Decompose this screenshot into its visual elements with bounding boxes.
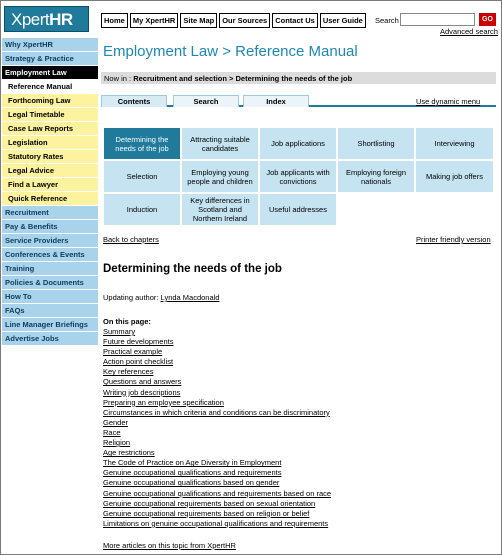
section-link[interactable]: Age restrictions — [103, 448, 155, 458]
sidebar-item-why-xperthr[interactable]: Why XpertHR — [2, 38, 98, 52]
top-navigation — [101, 13, 366, 28]
sidebar-item-recruitment[interactable]: Recruitment — [2, 206, 98, 220]
sidebar-subitem-reference-manual[interactable]: Reference Manual — [2, 80, 98, 94]
section-link[interactable]: Gender — [103, 417, 129, 427]
chapter-grid — [103, 127, 494, 226]
sidebar-item-pay-benefits[interactable]: Pay & Benefits — [2, 220, 98, 234]
chapter-cell[interactable]: Shortlisting — [337, 127, 415, 160]
logo-text-right: HR — [49, 10, 73, 29]
nav-home-button[interactable]: Home — [101, 13, 128, 28]
sidebar-subitem-case-law-reports[interactable]: Case Law Reports — [2, 122, 98, 136]
on-this-page-heading: On this page: — [103, 317, 151, 326]
section-link[interactable]: Summary — [103, 327, 136, 336]
section-link[interactable]: Genuine occupational qualifications and requirements — [103, 468, 282, 478]
sidebar-subitem-legislation[interactable]: Legislation — [2, 136, 98, 150]
sidebar-subitem-forthcoming-law[interactable]: Forthcoming Law — [2, 94, 98, 108]
nav-my-xperthr-button[interactable]: My XpertHR — [130, 13, 179, 28]
sidebar-item-training[interactable]: Training — [2, 262, 98, 276]
nav-site-map-button[interactable]: Site Map — [180, 13, 217, 28]
section-link[interactable]: Genuine occupational qualifications based on gender — [103, 478, 280, 488]
section-link[interactable]: Genuine occupational requirements based on sexual orientation — [103, 498, 316, 508]
chapter-cell[interactable]: Determining the needs of the job — [103, 127, 181, 160]
dynamic-menu-link[interactable]: Use dynamic menu — [416, 97, 481, 106]
more-articles-link[interactable]: More articles on this topic from XpertHR — [103, 541, 236, 550]
search-input[interactable] — [400, 13, 475, 26]
back-to-chapters-link[interactable]: Back to chapters — [103, 235, 159, 244]
tab-contents[interactable]: Contents — [101, 95, 167, 107]
page-title: Employment Law > Reference Manual — [103, 43, 358, 60]
chapter-cell[interactable]: Interviewing — [415, 127, 494, 160]
breadcrumb-prefix: Now in : — [104, 74, 134, 83]
nav-user-guide-button[interactable]: User Guide — [320, 13, 366, 28]
author-line — [103, 293, 219, 302]
sidebar-subitem-statutory-rates[interactable]: Statutory Rates — [2, 150, 98, 164]
section-link[interactable]: Future developments — [103, 337, 174, 347]
chapter-cell[interactable]: Key differences in Scotland and Northern Ireland — [181, 193, 259, 226]
chapter-cell[interactable]: Attracting suitable candidates — [181, 127, 259, 160]
section-link[interactable]: Genuine occupational requirements based on religion or belief — [103, 508, 310, 518]
on-this-page-links — [103, 327, 331, 529]
printer-friendly-link[interactable]: Printer friendly version — [416, 235, 491, 244]
section-link[interactable]: Race — [103, 427, 121, 437]
xperthr-logo[interactable] — [4, 6, 89, 32]
nav-our-sources-button[interactable]: Our Sources — [219, 13, 270, 28]
section-link[interactable]: The Code of Practice on Age Diversity in Employment — [103, 458, 282, 468]
sidebar-subitem-legal-advice[interactable]: Legal Advice — [2, 164, 98, 178]
sidebar-item-policies-documents[interactable]: Policies & Documents — [2, 276, 98, 290]
sidebar-item-service-providers[interactable]: Service Providers — [2, 234, 98, 248]
tab-search[interactable]: Search — [173, 95, 239, 107]
sidebar-item-line-manager-briefings[interactable]: Line Manager Briefings — [2, 318, 98, 332]
article-heading: Determining the needs of the job — [103, 263, 282, 275]
sidebar-subitem-legal-timetable[interactable]: Legal Timetable — [2, 108, 98, 122]
sidebar-item-faqs[interactable]: FAQs — [2, 304, 98, 318]
chapter-cell[interactable]: Useful addresses — [259, 193, 337, 226]
sidebar-item-conferences-events[interactable]: Conferences & Events — [2, 248, 98, 262]
section-link[interactable]: Preparing an employee specification — [103, 397, 224, 407]
section-link[interactable]: Action point checklist — [103, 357, 174, 367]
sidebar-item-employment-law[interactable]: Employment Law — [2, 66, 98, 80]
search-label: Search — [375, 16, 399, 25]
breadcrumb-path: Recruitment and selection > Determining the needs of the job — [133, 74, 353, 83]
author-link[interactable]: Lynda Macdonald — [160, 293, 220, 302]
sidebar-item-advertise-jobs[interactable]: Advertise Jobs — [2, 332, 98, 346]
section-link[interactable]: Questions and answers — [103, 377, 182, 387]
chapter-cell[interactable]: Induction — [103, 193, 181, 226]
breadcrumb — [101, 72, 496, 84]
section-link[interactable]: Genuine occupational qualifications and requirements based on race — [103, 488, 332, 498]
sidebar — [2, 38, 98, 346]
search-go-button[interactable]: GO — [479, 13, 496, 26]
chapter-cell[interactable]: Selection — [103, 160, 181, 193]
logo-text-left: Xpert — [11, 10, 50, 29]
empty-cell — [415, 193, 494, 226]
tab-index[interactable]: Index — [243, 95, 309, 107]
section-link[interactable]: Key references — [103, 367, 154, 377]
sidebar-item-how-to[interactable]: How To — [2, 290, 98, 304]
empty-cell — [337, 193, 415, 226]
section-link[interactable]: Religion — [103, 438, 131, 448]
section-link[interactable]: Circumstances in which criteria and conditions can be discriminatory — [103, 407, 330, 417]
sidebar-item-strategy-practice[interactable]: Strategy & Practice — [2, 52, 98, 66]
section-link[interactable]: Practical example — [103, 347, 163, 357]
nav-contact-us-button[interactable]: Contact Us — [272, 13, 318, 28]
chapter-cell[interactable]: Job applicants with convictions — [259, 160, 337, 193]
section-link[interactable]: Writing job descriptions — [103, 387, 181, 397]
author-label: Updating author: — [103, 293, 161, 302]
chapter-cell[interactable]: Job applications — [259, 127, 337, 160]
advanced-search-link[interactable]: Advanced search — [440, 27, 498, 36]
chapter-cell[interactable]: Employing young people and children — [181, 160, 259, 193]
chapter-cell[interactable]: Making job offers — [415, 160, 494, 193]
chapter-cell[interactable]: Employing foreign nationals — [337, 160, 415, 193]
section-link[interactable]: Limitations on genuine occupational qualifications and requirements — [103, 518, 329, 528]
sidebar-subitem-quick-reference[interactable]: Quick Reference — [2, 192, 98, 206]
sidebar-subitem-find-a-lawyer[interactable]: Find a Lawyer — [2, 178, 98, 192]
